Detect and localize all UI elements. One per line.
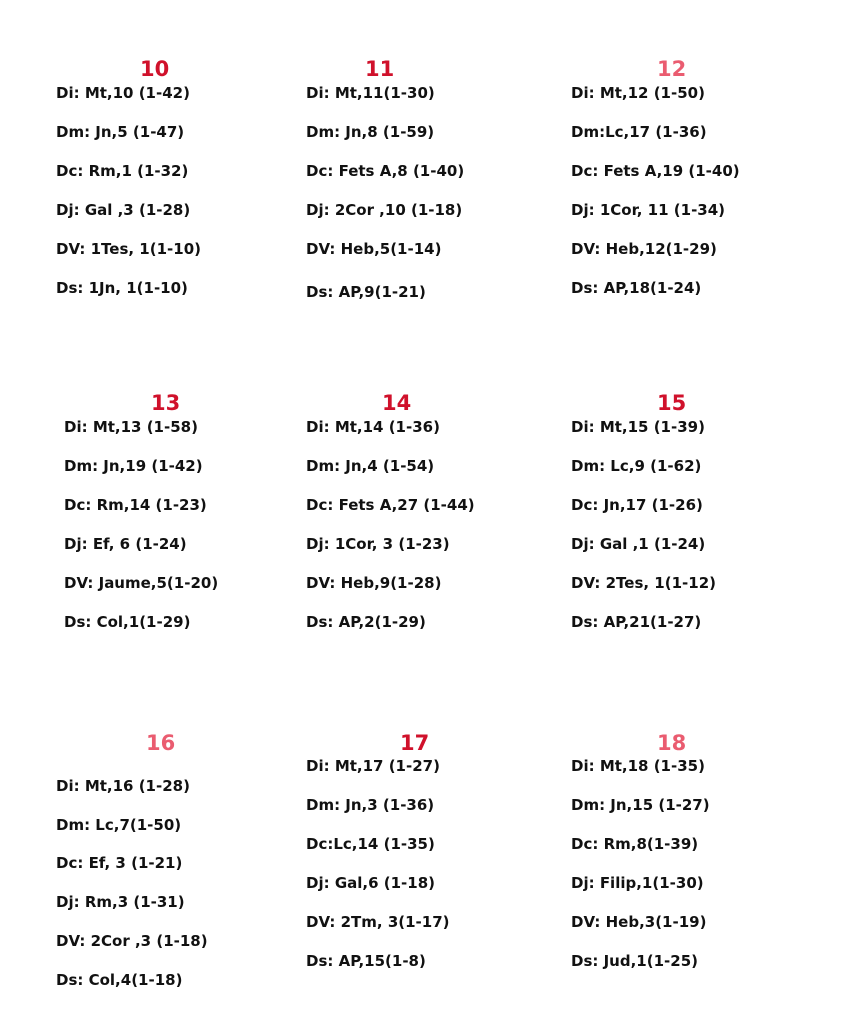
reading-line: Di: Mt,17 (1-27)	[306, 757, 440, 775]
reading-line: Ds: Col,4(1-18)	[56, 971, 183, 989]
day-number: 12	[657, 57, 687, 81]
reading-line: Di: Mt,11(1-30)	[306, 84, 435, 102]
reading-line: Di: Mt,16 (1-28)	[56, 777, 190, 795]
reading-line: DV: 2Tes, 1(1-12)	[571, 574, 716, 592]
reading-line: Dj: 1Cor, 11 (1-34)	[571, 201, 726, 219]
day-number: 13	[151, 391, 181, 415]
reading-line: Dm: Lc,7(1-50)	[56, 816, 182, 834]
reading-line: DV: Heb,3(1-19)	[571, 913, 707, 931]
reading-line: Ds: Col,1(1-29)	[64, 613, 191, 631]
reading-line: Dc: Ef, 3 (1-21)	[56, 854, 183, 872]
reading-line: Ds: AP,9(1-21)	[306, 283, 426, 301]
day-number: 18	[657, 731, 687, 755]
reading-line: Di: Mt,10 (1-42)	[56, 84, 190, 102]
day-number: 14	[382, 391, 412, 415]
reading-line: DV: 1Tes, 1(1-10)	[56, 240, 201, 258]
reading-line: Ds: Jud,1(1-25)	[571, 952, 698, 970]
reading-line: Dm: Jn,19 (1-42)	[64, 457, 203, 475]
reading-line: Dc: Rm,14 (1-23)	[64, 496, 207, 514]
reading-line: Dj: Gal,6 (1-18)	[306, 874, 435, 892]
reading-line: Ds: AP,2(1-29)	[306, 613, 426, 631]
reading-line: Di: Mt,12 (1-50)	[571, 84, 705, 102]
reading-line: DV: Jaume,5(1-20)	[64, 574, 219, 592]
reading-line: Ds: AP,21(1-27)	[571, 613, 702, 631]
reading-line: Dj: 2Cor ,10 (1-18)	[306, 201, 463, 219]
reading-line: Dc: Fets A,27 (1-44)	[306, 496, 475, 514]
reading-line: Ds: 1Jn, 1(1-10)	[56, 279, 188, 297]
reading-line: Dm: Jn,8 (1-59)	[306, 123, 435, 141]
reading-line: Dc: Rm,8(1-39)	[571, 835, 699, 853]
reading-line: DV: Heb,12(1-29)	[571, 240, 717, 258]
reading-line: Dj: 1Cor, 3 (1-23)	[306, 535, 450, 553]
day-number: 17	[400, 731, 430, 755]
reading-line: Di: Mt,14 (1-36)	[306, 418, 440, 436]
reading-line: DV: 2Cor ,3 (1-18)	[56, 932, 208, 950]
reading-line: Dc: Fets A,8 (1-40)	[306, 162, 465, 180]
day-number: 15	[657, 391, 687, 415]
reading-line: Dm: Jn,3 (1-36)	[306, 796, 435, 814]
reading-line: Dm:Lc,17 (1-36)	[571, 123, 707, 141]
reading-line: Dm: Jn,4 (1-54)	[306, 457, 435, 475]
reading-line: Dc:Lc,14 (1-35)	[306, 835, 435, 853]
day-number: 16	[146, 731, 176, 755]
reading-line: Dm: Lc,9 (1-62)	[571, 457, 702, 475]
reading-line: Dj: Rm,3 (1-31)	[56, 893, 185, 911]
reading-line: Ds: AP,18(1-24)	[571, 279, 702, 297]
day-number: 11	[365, 57, 395, 81]
reading-line: DV: Heb,5(1-14)	[306, 240, 442, 258]
reading-line: Dc: Rm,1 (1-32)	[56, 162, 189, 180]
reading-line: Di: Mt,13 (1-58)	[64, 418, 198, 436]
reading-line: Dm: Jn,15 (1-27)	[571, 796, 710, 814]
day-number: 10	[140, 57, 170, 81]
reading-line: Dj: Filip,1(1-30)	[571, 874, 704, 892]
reading-line: Dm: Jn,5 (1-47)	[56, 123, 185, 141]
reading-line: Dc: Fets A,19 (1-40)	[571, 162, 740, 180]
reading-line: Dj: Gal ,3 (1-28)	[56, 201, 191, 219]
reading-line: Dc: Jn,17 (1-26)	[571, 496, 703, 514]
reading-line: DV: Heb,9(1-28)	[306, 574, 442, 592]
reading-line: Di: Mt,18 (1-35)	[571, 757, 705, 775]
reading-line: DV: 2Tm, 3(1-17)	[306, 913, 450, 931]
reading-line: Dj: Ef, 6 (1-24)	[64, 535, 187, 553]
reading-line: Dj: Gal ,1 (1-24)	[571, 535, 706, 553]
reading-line: Di: Mt,15 (1-39)	[571, 418, 705, 436]
reading-line: Ds: AP,15(1-8)	[306, 952, 426, 970]
